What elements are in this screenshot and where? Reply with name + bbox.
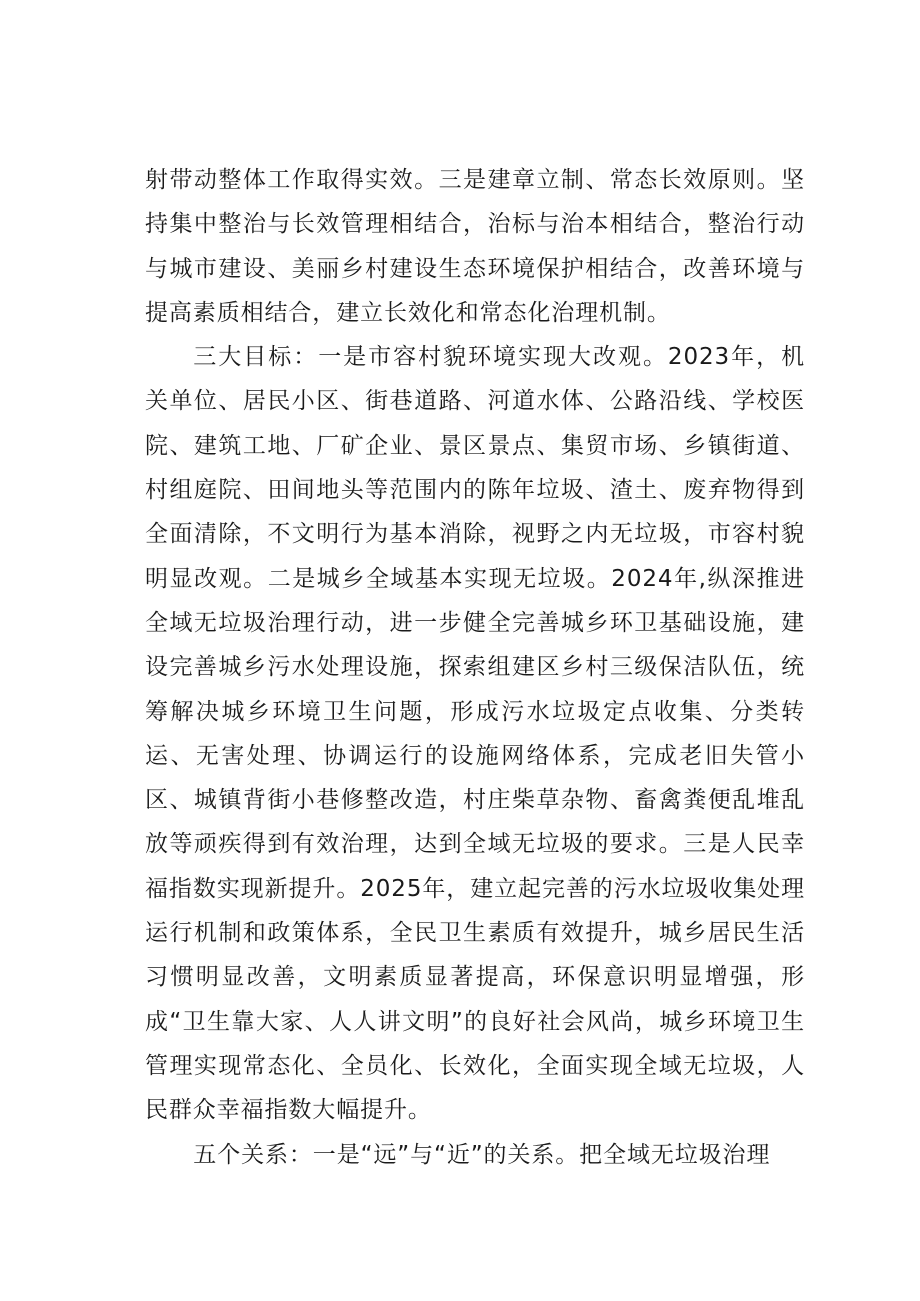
paragraph-three-goals: 三大目标：一是市容村貌环境实现大改观。2023年，机关单位、居民小区、街巷道路、河道水体、公路沿线、学校医院、建筑工地、厂矿企业、景区景点、集贸市场、乡镇街道、村组庭院、田间地头等范围内的陈年垃圾、渣土、废弃物得到全面清除，不文明行为基本消除，视野之内无垃圾，市容村貌明显改观。二是城乡全域基本实现无垃圾。2024年,纵深推进全域无垃圾治理行动，进一步健全完善城乡环卫基础设施，建设完善城乡污水处理设施，探索组建区乡村三级保洁队伍，统筹解决城乡环境卫生问题，形成污水垃圾定点收集、分类转运、无害处理、协调运行的设施网络体系，完成老旧失管小区、城镇背街小巷修整改造，村庄柴草杂物、畜禽粪便乱堆乱放等顽疾得到有效治理，达到全域无垃圾的要求。三是人民幸福指数实现新提升。2025年，建立起完善的污水垃圾收集处理运行机制和政策体系，全民卫生素质有效提升，城乡居民生活习惯明显改善，文明素质显著提高，环保意识明显增强，形成“卫生靠大家、人人讲文明”的良好社会风尚，城乡环境卫生管理实现常态化、全员化、长效化，全面实现全域无垃圾，人民群众幸福指数大幅提升。 bbox=[145, 344, 805, 1124]
paragraph-principles-continued: 射带动整体工作取得实效。三是建章立制、常态长效原则。坚持集中整治与长效管理相结合，治标与治本相结合，整治行动与城市建设、美丽乡村建设生态环境保护相结合，改善环境与提高素质相结合，建立长效化和常态化治理机制。 bbox=[145, 167, 805, 326]
document-body bbox=[145, 158, 805, 1177]
paragraph-five-relations: 五个关系：一是“远”与“近”的关系。把全域无垃圾治理 bbox=[193, 1141, 771, 1168]
